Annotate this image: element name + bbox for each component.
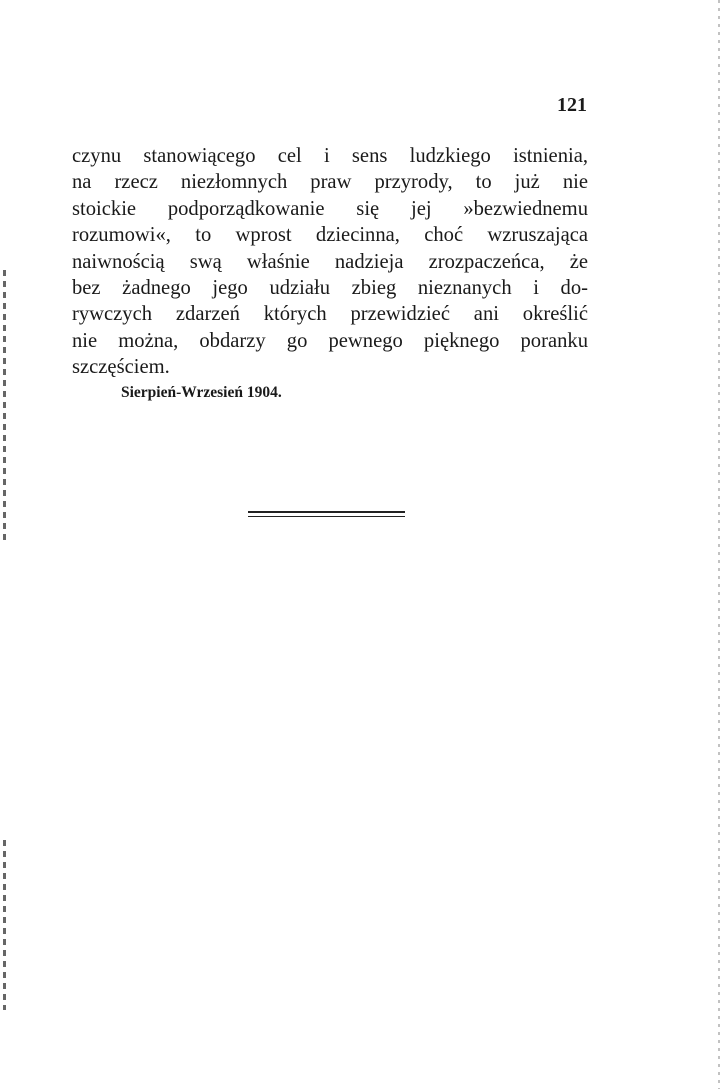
text-line-5: naiwnością swą właśnie nadzieja zrozpaczeńca, że	[72, 250, 588, 273]
text-line-9: szczęściem.	[72, 356, 170, 379]
text-line-8: nie można, obdarzy go pewnego pięknego poranku	[72, 329, 588, 352]
section-end-rule-top	[248, 511, 405, 513]
body-paragraph	[72, 143, 588, 381]
date-signature: Sierpień-Wrzesień 1904.	[121, 384, 282, 401]
text-line-4: rozumowi«, to wprost dziecinna, choć wzruszająca	[72, 224, 588, 247]
text-line-3: stoickie podporządkowanie się jej »bezwiednemu	[72, 197, 588, 220]
left-page-edge	[3, 270, 6, 540]
text-line-6: bez żadnego jego udziału zbieg nieznanych i do-	[72, 277, 588, 300]
text-line-1: czynu stanowiącego cel i sens ludzkiego istnienia,	[72, 145, 588, 167]
left-page-edge-lower	[3, 840, 6, 1010]
text-line-2: na rzecz niezłomnych praw przyrody, to już nie	[72, 171, 588, 194]
page-number: 121	[557, 94, 587, 116]
section-end-rule-bottom	[248, 516, 405, 517]
text-line-7: rywczych zdarzeń których przewidzieć ani określić	[72, 303, 588, 326]
